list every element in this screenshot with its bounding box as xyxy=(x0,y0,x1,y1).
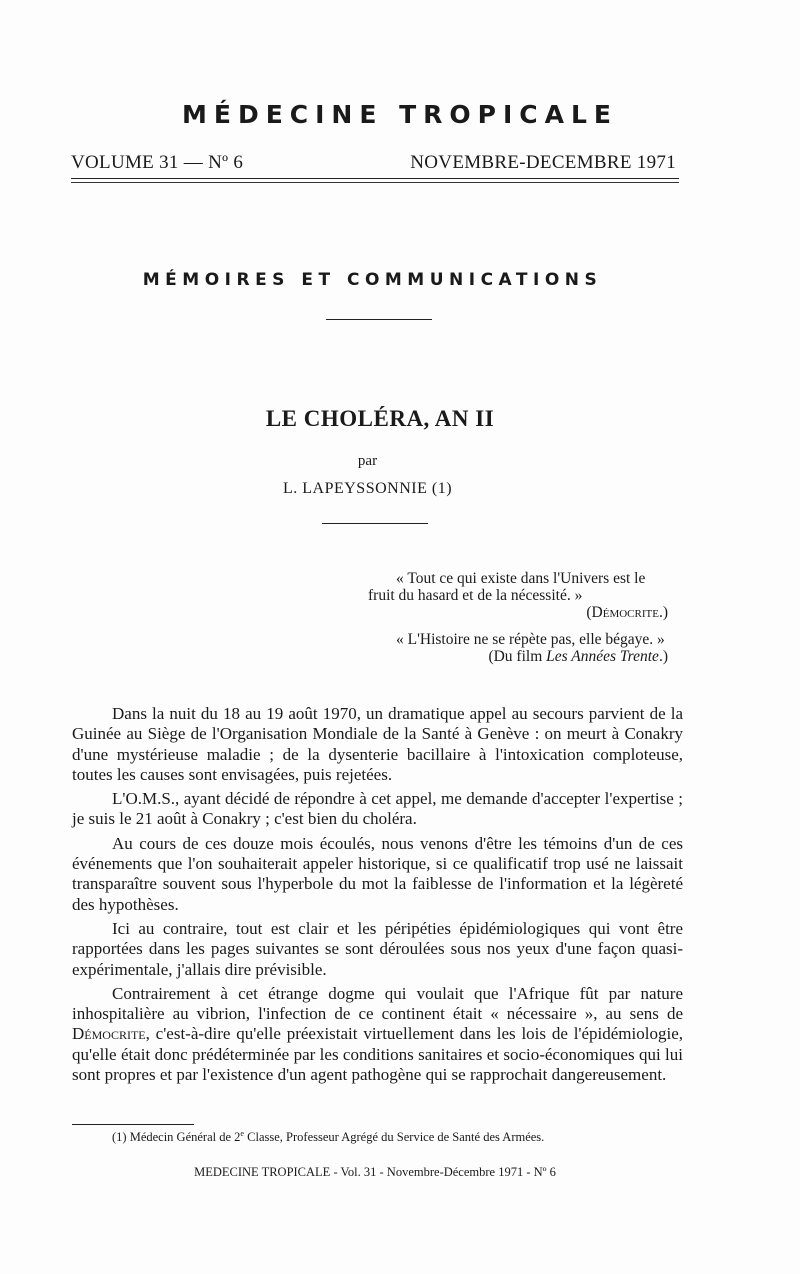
film-title: Les Années Trente xyxy=(546,648,659,665)
author-name: L. LAPEYSSONNIE (1) xyxy=(282,480,453,497)
footnote-part-1: (1) Médecin Général de 2 xyxy=(112,1130,241,1145)
paragraph-5-part-2: , c'est-à-dire qu'elle préexistait virtuellement dans les lois de l'épidémiologie, qu'elle était donc prédéterminée par les conditions sanitaires et socio-économiques qui lui sont propres et par l'existence d'un agent pathogène qui se rapprochait dangereusement. xyxy=(72,1024,683,1085)
page-footer: MEDECINE TROPICALE - Vol. 31 - Novembre-Décembre 1971 - Nº 6 xyxy=(194,1165,556,1179)
epigraph-2-source xyxy=(368,648,682,665)
byline-par: par xyxy=(357,453,378,469)
footnote xyxy=(112,1129,544,1145)
article-body xyxy=(72,704,683,1089)
epigraph-1-line-1: « Tout ce qui existe dans l'Univers est le xyxy=(396,570,646,587)
paragraph-5-part-1: Contrairement à cet étrange dogme qui voulait que l'Afrique fût par nature inhospitalière au vibrion, l'infection de ce continent était « nécessaire », au sens de xyxy=(72,983,683,1024)
volume-number: VOLUME 31 — Nº 6 xyxy=(71,152,244,173)
footnote-rule xyxy=(72,1124,194,1125)
epigraph-1-source: (Démocrite.) xyxy=(586,604,668,621)
epigraph-2 xyxy=(368,631,682,665)
democrite-name: Démocrite xyxy=(72,1024,146,1044)
header-rule xyxy=(71,178,679,179)
paragraph-1: Dans la nuit du 18 au 19 août 1970, un dramatique appel au secours parvient de la Guinée au Siège de l'Organisation Mondiale de la Santé à Genève : on meurt à Conakry d'une mystérieuse maladie ; de la dysenterie bacillaire à l'intoxication comploteuse, toutes les causes sont envisagées, puis rejetées. xyxy=(72,704,683,784)
header-rule-double xyxy=(71,182,679,183)
title-divider xyxy=(322,523,428,524)
article-title: LE CHOLÉRA, AN II xyxy=(265,406,495,431)
section-divider xyxy=(326,319,432,320)
paragraph-2: L'O.M.S., ayant décidé de répondre à cet appel, me demande d'accepter l'expertise ; je suis le 21 août à Conakry ; c'est bien du choléra. xyxy=(72,789,683,829)
epigraph-2-source-prefix: (Du film xyxy=(488,648,547,665)
epigraph-1 xyxy=(368,570,682,621)
footnote-sup: e xyxy=(240,1129,245,1138)
epigraph-1-line-2: fruit du hasard et de la nécessité. » xyxy=(368,587,583,604)
paragraph-5 xyxy=(72,984,683,1085)
section-title: MÉMOIRES ET COMMUNICATIONS xyxy=(142,270,603,290)
journal-title: MÉDECINE TROPICALE xyxy=(181,100,619,129)
paragraph-3: Au cours de ces douze mois écoulés, nous venons d'être les témoins d'un de ces événements que l'on souhaiterait appeler historique, si ce qualificatif trop usé ne laissait transparaître souvent sous l'hyperbole du mot la faiblesse de l'information et la légèreté des hypothèses. xyxy=(72,833,683,914)
paragraph-4: Ici au contraire, tout est clair et les péripéties épidémiologiques qui vont être rapportées dans les pages suivantes se sont déroulées sous nos yeux d'une façon quasi-expérimentale, j'allais dire prévisible. xyxy=(72,918,683,979)
footnote-part-2: Classe, Professeur Agrégé du Service de Santé des Armées. xyxy=(244,1130,545,1145)
epigraph-2-source-suffix: .) xyxy=(658,648,668,665)
epigraph-2-quote: « L'Histoire ne se répète pas, elle bégaye. » xyxy=(396,631,665,648)
issue-date: NOVEMBRE-DECEMBRE 1971 xyxy=(410,152,676,173)
